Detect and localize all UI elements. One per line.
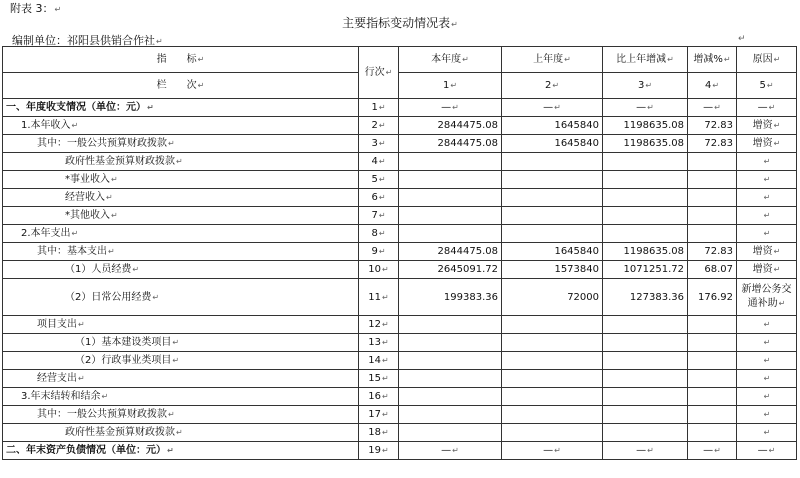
table-row — [3, 406, 797, 424]
table-row — [3, 171, 797, 189]
row-change: 1198635.08 — [603, 135, 688, 153]
header-current-year: 本年度↵ — [399, 47, 502, 73]
row-reason: 增资↵ — [737, 243, 797, 261]
col-number-2: 2↵ — [502, 73, 603, 99]
row-line: 2↵ — [359, 117, 399, 135]
row-label: 政府性基金预算财政拨款↵ — [3, 153, 359, 171]
row-change — [603, 370, 688, 388]
row-reason: 新增公务交通补助↵ — [737, 279, 797, 316]
table-row — [3, 261, 797, 279]
row-current: 2844475.08 — [399, 135, 502, 153]
header-column-index: 栏 次↵ — [3, 73, 359, 99]
row-reason: 增资↵ — [737, 117, 797, 135]
row-current — [399, 334, 502, 352]
row-current — [399, 370, 502, 388]
row-label: 1.本年收入↵ — [3, 117, 359, 135]
row-previous — [502, 316, 603, 334]
row-reason: 增资↵ — [737, 135, 797, 153]
header-previous-year: 上年度↵ — [502, 47, 603, 73]
row-line: 9↵ — [359, 243, 399, 261]
row-current — [399, 316, 502, 334]
row-reason: ↵ — [737, 334, 797, 352]
row-reason: —↵ — [737, 442, 797, 460]
row-change — [603, 225, 688, 243]
row-change: —↵ — [603, 99, 688, 117]
row-percent — [688, 316, 737, 334]
header-line-number: 行次↵ — [359, 47, 399, 99]
row-previous — [502, 424, 603, 442]
row-percent — [688, 153, 737, 171]
row-current: 2844475.08 — [399, 117, 502, 135]
header-reason: 原因↵ — [737, 47, 797, 73]
row-percent — [688, 388, 737, 406]
row-percent — [688, 406, 737, 424]
row-reason: —↵ — [737, 99, 797, 117]
header-number-row — [3, 73, 797, 99]
row-change: 1198635.08 — [603, 243, 688, 261]
row-label: 其中：一般公共预算财政拨款↵ — [3, 135, 359, 153]
row-label: *其他收入↵ — [3, 207, 359, 225]
row-reason: 增资↵ — [737, 261, 797, 279]
row-line: 15↵ — [359, 370, 399, 388]
row-previous: 1645840 — [502, 243, 603, 261]
row-line: 7↵ — [359, 207, 399, 225]
col-number-1: 1↵ — [399, 73, 502, 99]
row-percent — [688, 207, 737, 225]
row-percent: 68.07 — [688, 261, 737, 279]
row-previous — [502, 406, 603, 424]
row-current: 2645091.72 — [399, 261, 502, 279]
row-previous: 1645840 — [502, 117, 603, 135]
row-label: 其中：一般公共预算财政拨款↵ — [3, 406, 359, 424]
row-reason: ↵ — [737, 171, 797, 189]
table-row — [3, 117, 797, 135]
row-percent: 72.83 — [688, 117, 737, 135]
row-label: 经营支出↵ — [3, 370, 359, 388]
row-label: （1）人员经费↵ — [3, 261, 359, 279]
row-change: 127383.36 — [603, 279, 688, 316]
table-row — [3, 334, 797, 352]
table-row — [3, 388, 797, 406]
row-percent: —↵ — [688, 99, 737, 117]
row-change: 1071251.72 — [603, 261, 688, 279]
row-previous: —↵ — [502, 99, 603, 117]
row-previous — [502, 189, 603, 207]
row-change — [603, 334, 688, 352]
table-row — [3, 243, 797, 261]
header-change: 比上年增减↵ — [603, 47, 688, 73]
indicator-table — [2, 46, 797, 460]
row-change — [603, 406, 688, 424]
row-previous — [502, 207, 603, 225]
row-label: 政府性基金预算财政拨款↵ — [3, 424, 359, 442]
row-percent — [688, 352, 737, 370]
row-line: 10↵ — [359, 261, 399, 279]
row-line: 11↵ — [359, 279, 399, 316]
row-change — [603, 171, 688, 189]
appendix-label: 附表 3：↵ — [10, 2, 62, 15]
table-row — [3, 316, 797, 334]
row-percent: 72.83 — [688, 243, 737, 261]
row-percent: 72.83 — [688, 135, 737, 153]
row-current — [399, 171, 502, 189]
row-line: 17↵ — [359, 406, 399, 424]
row-label: *事业收入↵ — [3, 171, 359, 189]
row-reason: ↵ — [737, 153, 797, 171]
row-previous — [502, 388, 603, 406]
row-previous: 1573840 — [502, 261, 603, 279]
row-percent — [688, 225, 737, 243]
row-line: 19↵ — [359, 442, 399, 460]
row-line: 18↵ — [359, 424, 399, 442]
row-previous — [502, 225, 603, 243]
row-reason: ↵ — [737, 189, 797, 207]
unit-label: 编制单位：祁阳县供销合作社↵ — [12, 34, 163, 47]
row-current — [399, 189, 502, 207]
table-title: 主要指标变动情况表↵ — [342, 16, 458, 30]
row-line: 14↵ — [359, 352, 399, 370]
row-line: 6↵ — [359, 189, 399, 207]
row-current — [399, 153, 502, 171]
row-reason: ↵ — [737, 370, 797, 388]
header-row — [3, 47, 797, 73]
header-indicator: 指 标↵ — [3, 47, 359, 73]
row-change: 1198635.08 — [603, 117, 688, 135]
row-label: 其中：基本支出↵ — [3, 243, 359, 261]
table-row — [3, 370, 797, 388]
row-previous: 1645840 — [502, 135, 603, 153]
row-change — [603, 316, 688, 334]
table-row — [3, 135, 797, 153]
table-row — [3, 225, 797, 243]
row-percent: 176.92 — [688, 279, 737, 316]
row-percent — [688, 189, 737, 207]
row-reason: ↵ — [737, 424, 797, 442]
row-reason: ↵ — [737, 225, 797, 243]
row-previous — [502, 334, 603, 352]
row-current: —↵ — [399, 99, 502, 117]
row-current: 199383.36 — [399, 279, 502, 316]
row-previous — [502, 153, 603, 171]
row-change — [603, 189, 688, 207]
row-reason: ↵ — [737, 207, 797, 225]
table-row — [3, 442, 797, 460]
row-current — [399, 388, 502, 406]
row-reason: ↵ — [737, 406, 797, 424]
row-line: 12↵ — [359, 316, 399, 334]
row-label: 项目支出↵ — [3, 316, 359, 334]
row-current: —↵ — [399, 442, 502, 460]
row-previous: 72000 — [502, 279, 603, 316]
row-label: 2.本年支出↵ — [3, 225, 359, 243]
row-label: （2）行政事业类项目↵ — [3, 352, 359, 370]
row-percent — [688, 370, 737, 388]
row-previous — [502, 370, 603, 388]
row-current — [399, 207, 502, 225]
row-line: 4↵ — [359, 153, 399, 171]
row-reason: ↵ — [737, 316, 797, 334]
table-row — [3, 153, 797, 171]
row-label: 3.年末结转和结余↵ — [3, 388, 359, 406]
row-previous: —↵ — [502, 442, 603, 460]
row-label: （2）日常公用经费↵ — [3, 279, 359, 316]
row-line: 8↵ — [359, 225, 399, 243]
row-change — [603, 388, 688, 406]
table-row — [3, 99, 797, 117]
row-previous — [502, 171, 603, 189]
table-row — [3, 189, 797, 207]
table-row — [3, 424, 797, 442]
row-percent — [688, 171, 737, 189]
col-number-4: 4↵ — [688, 73, 737, 99]
row-change — [603, 352, 688, 370]
row-percent — [688, 424, 737, 442]
row-line: 5↵ — [359, 171, 399, 189]
row-reason: ↵ — [737, 388, 797, 406]
table-row — [3, 352, 797, 370]
row-label: （1）基本建设类项目↵ — [3, 334, 359, 352]
row-percent: —↵ — [688, 442, 737, 460]
row-change — [603, 153, 688, 171]
row-line: 13↵ — [359, 334, 399, 352]
row-current — [399, 406, 502, 424]
table-row — [3, 279, 797, 316]
row-previous — [502, 352, 603, 370]
row-label: 经营收入↵ — [3, 189, 359, 207]
row-change — [603, 424, 688, 442]
row-current — [399, 424, 502, 442]
row-line: 1↵ — [359, 99, 399, 117]
row-change: —↵ — [603, 442, 688, 460]
row-reason: ↵ — [737, 352, 797, 370]
row-percent — [688, 334, 737, 352]
col-number-3: 3↵ — [603, 73, 688, 99]
row-current — [399, 352, 502, 370]
paragraph-mark-icon: ↵ — [738, 34, 746, 44]
header-percent: 增减%↵ — [688, 47, 737, 73]
row-label: 一、年度收支情况（单位：元）↵ — [3, 99, 359, 117]
col-number-5: 5↵ — [737, 73, 797, 99]
row-current — [399, 225, 502, 243]
row-line: 3↵ — [359, 135, 399, 153]
row-change — [603, 207, 688, 225]
row-label: 二、年末资产负债情况（单位：元）↵ — [3, 442, 359, 460]
table-row — [3, 207, 797, 225]
row-line: 16↵ — [359, 388, 399, 406]
row-current: 2844475.08 — [399, 243, 502, 261]
